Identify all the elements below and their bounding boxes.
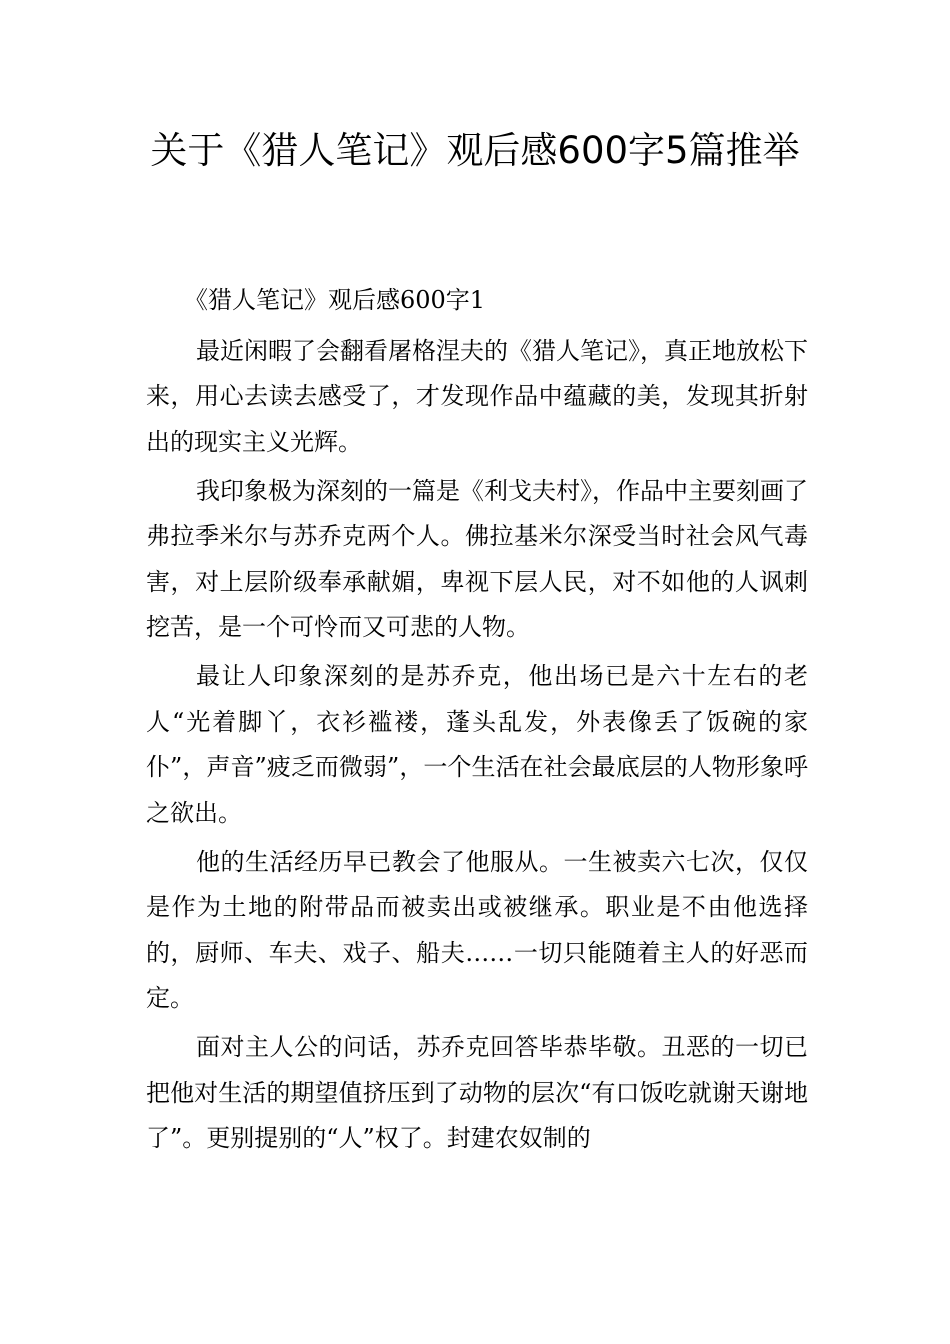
document-title: 关于《猎人笔记》观后感600字5篇推举 <box>150 129 800 172</box>
body-paragraph: 我印象极为深刻的一篇是《利戈夫村》，作品中主要刻画了弗拉季米尔与苏乔克两个人。佛拉基米尔深受当时社会风气毒害，对上层阶级奉承献媚，卑视下层人民，对不如他的人讽刺挖苦，是一个可怜而又可悲的人物。 <box>146 476 808 641</box>
section-subheading: 《猎人笔记》观后感600字1 <box>184 286 486 314</box>
document-body <box>146 278 808 1165</box>
body-paragraph: 最让人印象深刻的是苏乔克，他出场已是六十左右的老人“光着脚丫，衣衫褴褛，蓬头乱发，外表像丢了饭碗的家仆”，声音”疲乏而微弱”，一个生活在社会最底层的人物形象呼之欲出。 <box>146 662 808 827</box>
body-paragraph: 面对主人公的问话，苏乔克回答毕恭毕敬。丑恶的一切已把他对生活的期望值挤压到了动物的层次“有口饭吃就谢天谢地了”。更别提别的“人”权了。封建农奴制的 <box>146 1033 808 1152</box>
body-paragraph: 他的生活经历早已教会了他服从。一生被卖六七次，仅仅是作为土地的附带品而被卖出或被继承。职业是不由他选择的，厨师、车夫、戏子、船夫……一切只能随着主人的好恶而定。 <box>146 847 808 1012</box>
body-paragraph: 最近闲暇了会翻看屠格涅夫的《猎人笔记》，真正地放松下来，用心去读去感受了，才发现作品中蕴藏的美，发现其折射出的现实主义光辉。 <box>146 336 808 456</box>
